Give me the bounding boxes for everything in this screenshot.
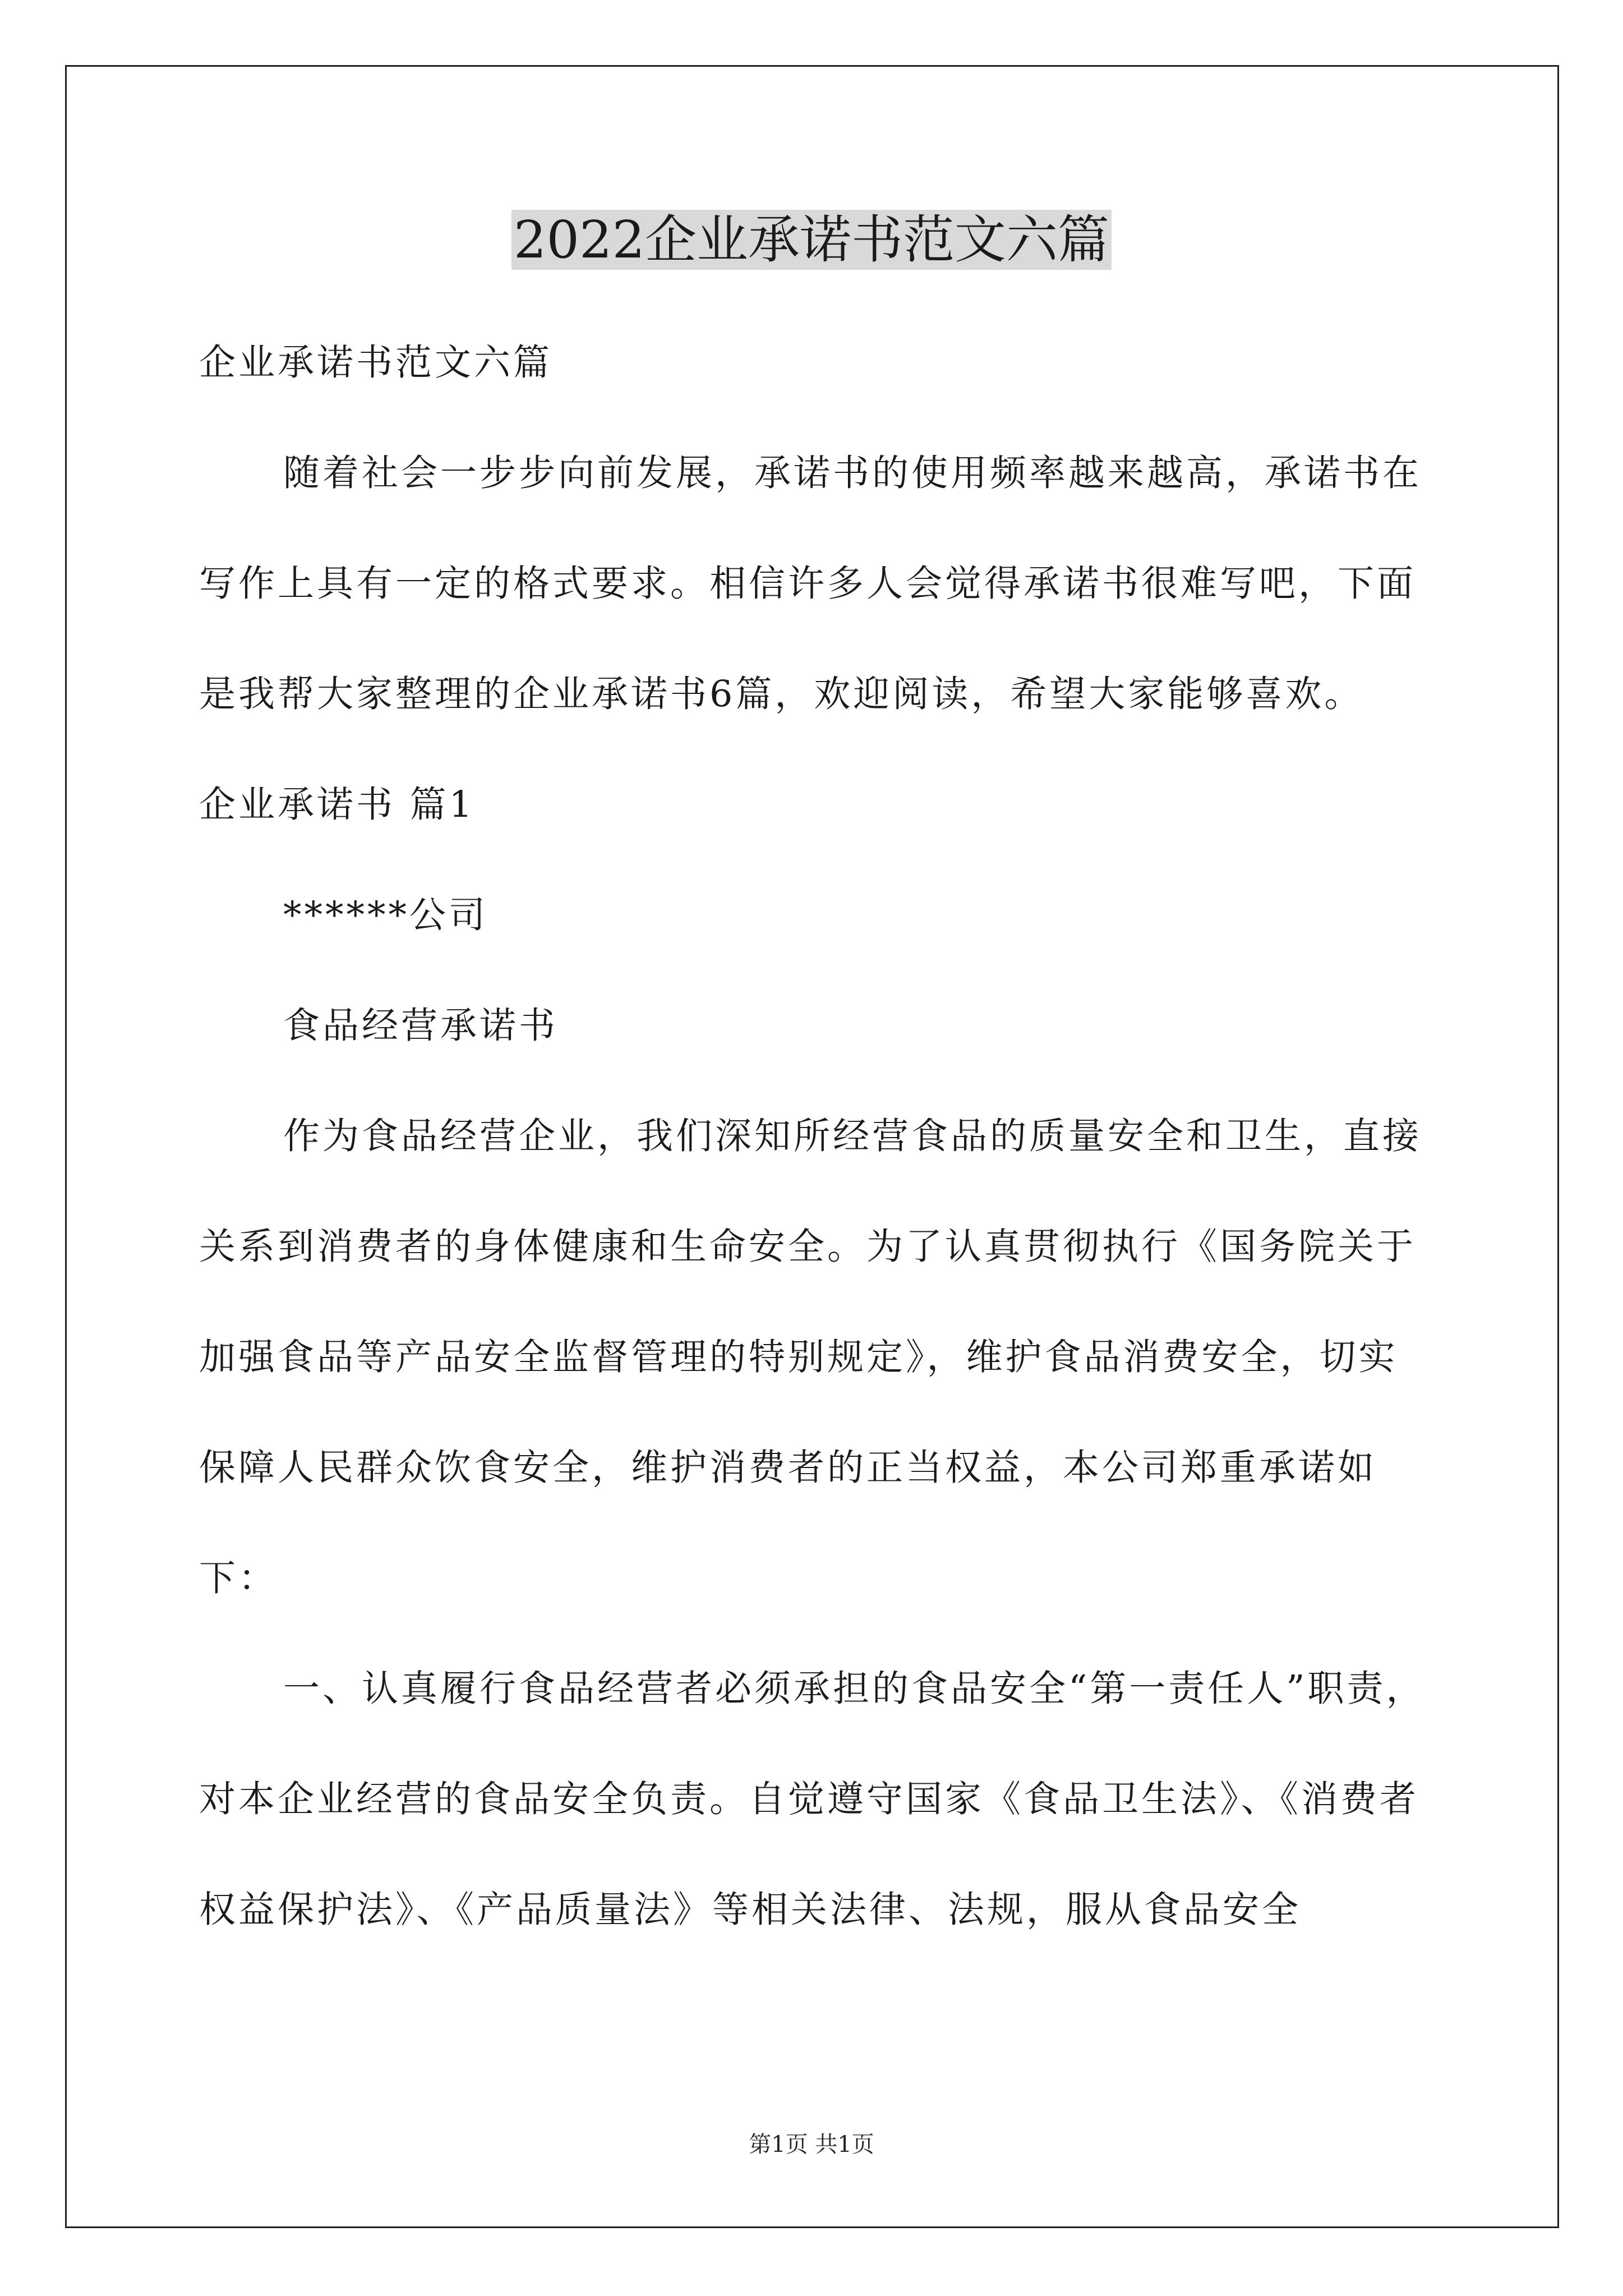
document-title-text: 2022企业承诺书范文六篇	[511, 210, 1112, 270]
paragraph-letter-title: 食品经营承诺书	[283, 1005, 559, 1047]
page-footer	[0, 2129, 1623, 2160]
document-title	[0, 206, 1623, 274]
paragraph-preamble: 作为食品经营企业，我们深知所经营食品的质量安全和卫生，直接关系到消费者的身体健康和生命安全。为了认真贯彻执行《国务院关于加强食品等产品安全监督管理的特别规定》，维护食品消费安全，切实保障人民群众饮食安全，维护消费者的正当权益，本公司郑重承诺如下：	[199, 1115, 1422, 1599]
paragraph-company: ******公司	[283, 894, 488, 936]
section-heading: 企业承诺书 篇1	[199, 784, 476, 826]
paragraph-item-one: 一、认真履行食品经营者必须承担的食品安全“第一责任人”职责，对本企业经营的食品安全负责。自觉遵守国家《食品卫生法》、《消费者权益保护法》、《产品质量法》等相关法律、法规，服从食品安全	[199, 1668, 1426, 1931]
paragraph-intro: 随着社会一步步向前发展，承诺书的使用频率越来越高，承诺书在写作上具有一定的格式要求。相信许多人会觉得承诺书很难写吧，下面是我帮大家整理的企业承诺书6篇，欢迎阅读，希望大家能够喜欢。	[199, 452, 1422, 715]
page-number: 第1页 共1页	[749, 2132, 874, 2157]
document-body	[199, 307, 1433, 1965]
paragraph-subtitle: 企业承诺书范文六篇	[199, 342, 553, 384]
